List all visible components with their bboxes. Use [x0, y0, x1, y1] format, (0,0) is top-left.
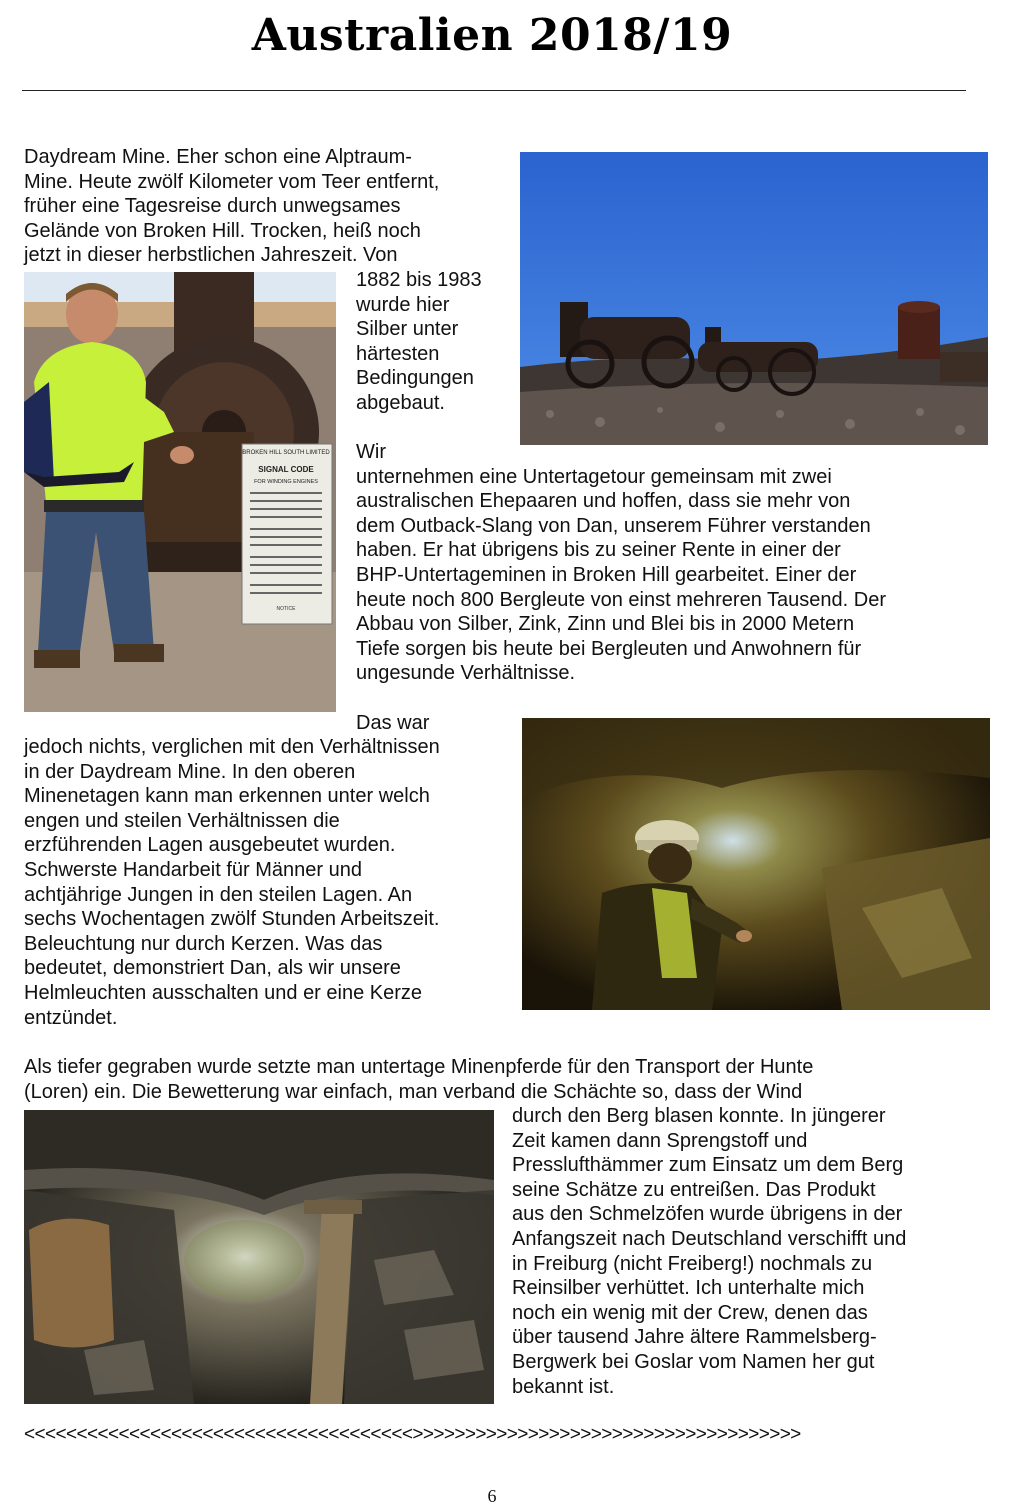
page-number: 6	[487, 1486, 497, 1506]
sign-heading: SIGNAL CODE	[258, 465, 314, 474]
signal-code-sign	[242, 444, 332, 624]
paragraph-horses: Als tiefer gegraben wurde setzte man untertage Minenpferde für den Transport der Hunte (Loren) ein. Die Bewetterung war einfach, man verband die Schächte so, dass der Wind	[24, 1056, 814, 1103]
title-underline	[22, 90, 966, 91]
paragraph-horses-continued: durch den Berg blasen konnte. In jüngerer Zeit kamen dann Sprengstoff und Presslufthämmer zum Einsatz um dem Berg seine Schätze zu entreißen. Das Produkt aus den Schmelzöfen wurde übrigens in der Anfangszeit nach Deutschland verschifft und in Freiburg (nicht Freiberg!) nochmals zu Reinsilber verhüttet. Ich unterhalte mich noch ein wenig mit der Crew, denen das über tausend Jahre ältere Rammelsberg- Bergwerk bei Goslar vom Namen her gut bekannt ist.	[512, 1105, 907, 1398]
paragraph-daydream-lead: Das war	[356, 712, 430, 734]
sign-company: BROKEN HILL SOUTH LIMITED	[242, 450, 330, 456]
photo-steam-engines	[520, 152, 988, 445]
paragraph-intro: Daydream Mine. Eher schon eine Alptraum- Mine. Heute zwölf Kilometer vom Teer entfernt, früher eine Tagesreise durch unwegsames Gelände von Broken Hill. Trocken, heiß noch jetzt in dieser herbstlichen Jahreszeit. Von	[24, 146, 440, 267]
photo-mine-tunnel-guide	[522, 718, 990, 1010]
page-title: Australien 2018/19	[251, 10, 733, 61]
photo-guide-winding-engine	[24, 272, 336, 712]
sign-subheading: FOR WINDING ENGINES	[254, 479, 318, 485]
sign-footer: NOTICE	[276, 606, 296, 612]
photo-mine-shaft	[24, 1110, 494, 1404]
section-divider: <<<<<<<<<<<<<<<<<<<<<<<<<<<<<<<<<<<<<>>>>>>>>>>>>>>>>>>>>>>>>>>>>>>>>>>>>>	[24, 1424, 801, 1445]
paragraph-tour: Wir unternehmen eine Untertagetour gemeinsam mit zwei australischen Ehepaaren und hoffen, dass sie mehr von dem Outback-Slang von Dan, unserem Führer verstanden haben. Er hat übrigens bis zu seiner Rente in einer der BHP-Untertageminen in Broken Hill gearbeitet. Einer der heute noch 800 Bergleute von einst mehreren Tausend. Der Abbau von Silber, Zink, Zinn und Blei bis in 2000 Metern Tiefe sorgen bis heute bei Bergleuten und Anwohnern für ungesunde Verhältnisse.	[356, 441, 886, 685]
paragraph-intro-continued: 1882 bis 1983 wurde hier Silber unter härtesten Bedingungen abgebaut.	[356, 269, 482, 414]
paragraph-daydream: jedoch nichts, verglichen mit den Verhältnissen in der Daydream Mine. In den oberen Minenetagen kann man erkennen unter welch engen und steilen Verhältnissen die erzführenden Lagen ausgebeutet wurden. Schwerste Handarbeit für Männer und achtjährige Jungen in den steilen Lagen. An sechs Wochentagen zwölf Stunden Arbeitszeit. Beleuchtung nur durch Kerzen. Was das bedeutet, demonstriert Dan, als wir unsere Helmleuchten ausschalten und er eine Kerze entzündet.	[24, 736, 440, 1029]
